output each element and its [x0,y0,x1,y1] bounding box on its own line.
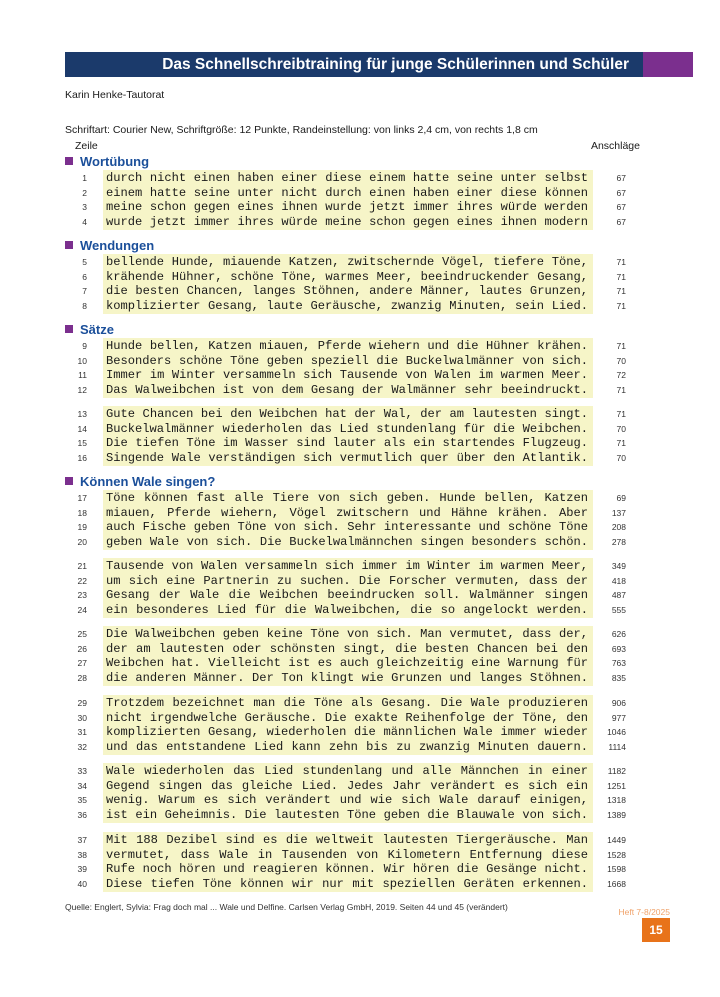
line-text: wurde jetzt immer ihres würde meine schon gegen eines ihnen modern [106,214,588,229]
page-number: 15 [642,918,670,942]
line-text: meine schon gegen eines ihnen wurde jetzt immer ihres würde werden [106,200,588,215]
stroke-count: 67 [616,173,626,183]
stroke-count: 71 [616,341,626,351]
stroke-count: 67 [616,216,626,227]
exercise-line [0,284,720,299]
exercise-line [0,671,720,686]
line-text: wenig. Warum es sich verändert und wie sich Wale darauf einigen, [106,793,588,808]
stroke-count: 1046 [607,727,626,738]
line-text: Trotzdem bezeichnet man die Töne als Gesang. Die Wale produzieren [106,696,588,710]
exercise-line [0,270,720,285]
line-number: 27 [77,658,87,669]
line-number: 11 [78,370,87,381]
line-text: die anderen Männer. Der Ton klingt wie Grunzen und langes Stöhnen. [106,670,588,685]
stroke-count: 1251 [607,780,626,791]
section-heading-text: Können Wale singen? [80,473,216,489]
line-text: krähende Hühner, schöne Töne, warmes Meer, beeindruckender Gesang, [106,269,588,284]
line-text: der am lautesten oder schönsten singt, die besten Chancen bei den [106,641,588,656]
stroke-count: 1449 [607,835,626,845]
stroke-count: 71 [616,286,626,297]
line-text: Mit 188 Dezibel sind es die weltweit lautesten Tiergeräusche. Man [106,833,588,847]
section-bullet-icon [65,477,73,485]
line-number: 29 [77,698,87,708]
exercise-line [0,255,720,270]
section-bullet-icon [65,325,73,333]
stroke-count: 693 [611,643,626,654]
exercise-line [0,603,720,618]
exercise-line [0,764,720,779]
line-number: 35 [77,795,87,806]
exercise-line [0,368,720,383]
line-number: 23 [77,590,87,601]
line-number: 10 [77,355,87,366]
stroke-count: 71 [616,271,626,282]
exercise-line [0,711,720,726]
exercise-line [0,588,720,603]
line-text: vermutet, dass Wale in Tausenden von Kilometern Entfernung diese [106,847,588,862]
exercise-line [0,740,720,755]
stroke-count: 977 [611,712,626,723]
stroke-count: 71 [616,384,626,395]
exercise-line [0,725,720,740]
line-text: Wale wiederholen das Lied stundenlang und alle Männchen in einer [106,764,588,778]
line-text: Das Walweibchen ist von dem Gesang der Walmänner sehr beeindruckt. [106,382,588,397]
stroke-count: 71 [616,409,626,419]
stroke-count: 71 [616,438,626,449]
exercise-line [0,215,720,230]
line-text: bellende Hunde, miauende Katzen, zwitschernde Vögel, tiefere Töne, [106,255,588,269]
line-number: 9 [82,341,87,351]
line-text: einem hatte seine unter nicht durch einen haben einer diese können [106,185,588,200]
line-number: 37 [77,835,87,845]
line-text: ist ein Geheimnis. Die lautesten Töne geben die Blauwale von sich. [106,807,588,822]
line-text: Die tiefen Töne im Wasser sind lauter als ein startendes Flugzeug. [106,436,588,451]
exercise-line [0,451,720,466]
line-text: Besonders schöne Töne geben speziell die Buckelwalmänner von sich. [106,353,588,368]
stroke-count: 67 [616,202,626,213]
exercise-line [0,299,720,314]
stroke-count: 67 [616,187,626,198]
section-heading-text: Wendungen [80,237,155,253]
page-title: Das Schnellschreibtraining für junge Schülerinnen und Schüler [65,52,643,77]
line-number: 28 [77,672,87,683]
exercise-line [0,491,720,506]
stroke-count: 70 [616,452,626,463]
line-text: Gegend singen das gleiche Lied. Jedes Jahr verändert es sich ein [106,778,588,793]
line-number: 7 [82,286,87,297]
line-number: 32 [77,741,87,752]
line-number: 19 [77,522,87,533]
line-number: 12 [77,384,87,395]
stroke-count: 626 [611,629,626,639]
line-text: um sich eine Partnerin zu suchen. Die Forscher vermuten, dass der [106,573,588,588]
line-number: 8 [82,300,87,311]
section-heading [65,320,114,338]
line-number: 33 [77,766,87,776]
section-heading-text: Sätze [80,321,114,337]
line-text: die besten Chancen, langes Stöhnen, andere Männer, lautes Grunzen, [106,284,588,299]
line-number: 6 [82,271,87,282]
stroke-count: 1389 [607,809,626,820]
line-text: Die Walweibchen geben keine Töne von sich. Man vermutet, dass der, [106,627,588,641]
column-header-line: Zeile [75,140,98,152]
stroke-count: 763 [611,658,626,669]
stroke-count: 1668 [607,878,626,889]
exercise-line [0,339,720,354]
line-number: 3 [82,202,87,213]
stroke-count: 487 [611,590,626,601]
exercise-line [0,862,720,877]
stroke-count: 1182 [607,766,626,776]
stroke-count: 1318 [607,795,626,806]
line-number: 2 [82,187,87,198]
section-heading [65,472,215,490]
stroke-count: 1528 [607,849,626,860]
exercise-line [0,642,720,657]
line-number: 14 [77,423,87,434]
section-bullet-icon [65,241,73,249]
line-text: Weibchen hat. Vielleicht ist es auch gleichzeitig eine Warnung für [106,656,588,671]
line-number: 39 [77,864,87,875]
stroke-count: 349 [611,561,626,571]
line-number: 18 [77,507,87,518]
exercise-line [0,383,720,398]
line-text: Gesang der Wale die Weibchen beeindrucken soll. Walmänner singen [106,588,588,603]
exercise-line [0,186,720,201]
stroke-count: 555 [611,604,626,615]
stroke-count: 71 [616,300,626,311]
line-number: 26 [77,643,87,654]
stroke-count: 72 [616,370,626,381]
exercise-line [0,793,720,808]
exercise-line [0,200,720,215]
source-citation: Quelle: Englert, Sylvia: Frag doch mal ... Wale und Delfine. Carlsen Verlag GmbH, 2019. Seiten 44 und 45 (verändert) [65,902,508,912]
line-number: 30 [77,712,87,723]
line-text: Gute Chancen bei den Weibchen hat der Wal, der am lautesten singt. [106,407,588,421]
line-text: Hunde bellen, Katzen miauen, Pferde wiehern und die Hühner krähen. [106,339,588,353]
exercise-line [0,436,720,451]
line-number: 34 [77,780,87,791]
exercise-line [0,520,720,535]
line-number: 16 [77,452,87,463]
stroke-count: 70 [616,355,626,366]
stroke-count: 835 [611,672,626,683]
title-accent-bar [643,52,693,77]
section-heading [65,152,149,170]
line-text: durch nicht einen haben einer diese einem hatte seine unter selbst [106,171,588,185]
line-number: 24 [77,604,87,615]
line-text: Tausende von Walen versammeln sich immer im Winter im warmen Meer, [106,559,588,573]
line-number: 17 [77,493,87,503]
line-number: 21 [77,561,87,571]
line-text: geben Wale von sich. Die Buckelwalmännchen singen besonders schön. [106,534,588,549]
exercise-line [0,559,720,574]
exercise-line [0,656,720,671]
line-text: komplizierten Gesang, wiederholen die männlichen Wale immer wieder [106,725,588,740]
exercise-line [0,696,720,711]
stroke-count: 208 [611,522,626,533]
line-number: 25 [77,629,87,639]
column-header-strokes: Anschläge [590,140,640,152]
line-text: miauen, Pferde wiehern, Vögel zwitschern und Hähne krähen. Aber [106,505,588,520]
line-text: ein besonderes Lied für die Walweibchen, die so angelockt werden. [106,602,588,617]
line-number: 36 [77,809,87,820]
line-number: 22 [77,575,87,586]
stroke-count: 69 [616,493,626,503]
line-text: Immer im Winter versammeln sich Tausende von Walen im warmen Meer. [106,368,588,383]
exercise-line [0,877,720,892]
exercise-line [0,354,720,369]
stroke-count: 1114 [608,741,626,752]
section-heading [65,236,154,254]
line-text: auch Fische geben Töne von sich. Sehr interessante und schöne Töne [106,520,588,535]
section-heading-text: Wortübung [80,153,150,169]
line-number: 38 [77,849,87,860]
line-text: und das entstandene Lied kann zehn bis zu zwanzig Minuten dauern. [106,739,588,754]
line-number: 1 [82,173,87,183]
stroke-count: 278 [611,536,626,547]
exercise-line [0,848,720,863]
exercise-line [0,574,720,589]
author: Karin Henke-Tautorat [65,89,165,101]
font-settings-note: Schriftart: Courier New, Schriftgröße: 12 Punkte, Randeinstellung: von links 2,4 cm, von rechts 1,8 cm [65,124,538,136]
exercise-line [0,407,720,422]
line-number: 5 [82,257,87,267]
stroke-count: 418 [611,575,626,586]
line-number: 20 [77,536,87,547]
exercise-line [0,808,720,823]
stroke-count: 71 [616,257,626,267]
exercise-line [0,535,720,550]
exercise-line [0,833,720,848]
line-text: Singende Wale verständigen sich vermutlich quer über den Atlantik. [106,450,588,465]
line-text: nicht irgendwelche Geräusche. Die exakte Reihenfolge der Töne, den [106,710,588,725]
line-number: 15 [77,438,87,449]
exercise-line [0,627,720,642]
line-text: Rufe noch hören und reagieren können. Wir hören die Gesänge nicht. [106,862,588,877]
section-bullet-icon [65,157,73,165]
exercise-line [0,506,720,521]
line-text: Buckelwalmänner wiederholen das Lied stundenlang für die Weibchen. [106,421,588,436]
exercise-line [0,171,720,186]
stroke-count: 70 [616,423,626,434]
exercise-line [0,422,720,437]
line-text: komplizierter Gesang, laute Geräusche, zwanzig Minuten, sein Lied. [106,298,588,313]
line-number: 31 [77,727,87,738]
stroke-count: 906 [611,698,626,708]
line-text: Diese tiefen Töne können wir nur mit speziellen Geräten erkennen. [106,876,588,891]
stroke-count: 1598 [607,864,626,875]
line-number: 40 [77,878,87,889]
line-number: 13 [77,409,87,419]
exercise-line [0,779,720,794]
line-text: Töne können fast alle Tiere von sich geben. Hunde bellen, Katzen [106,491,588,505]
line-number: 4 [82,216,87,227]
issue-label: Heft 7-8/2025 [618,907,670,917]
stroke-count: 137 [611,507,626,518]
